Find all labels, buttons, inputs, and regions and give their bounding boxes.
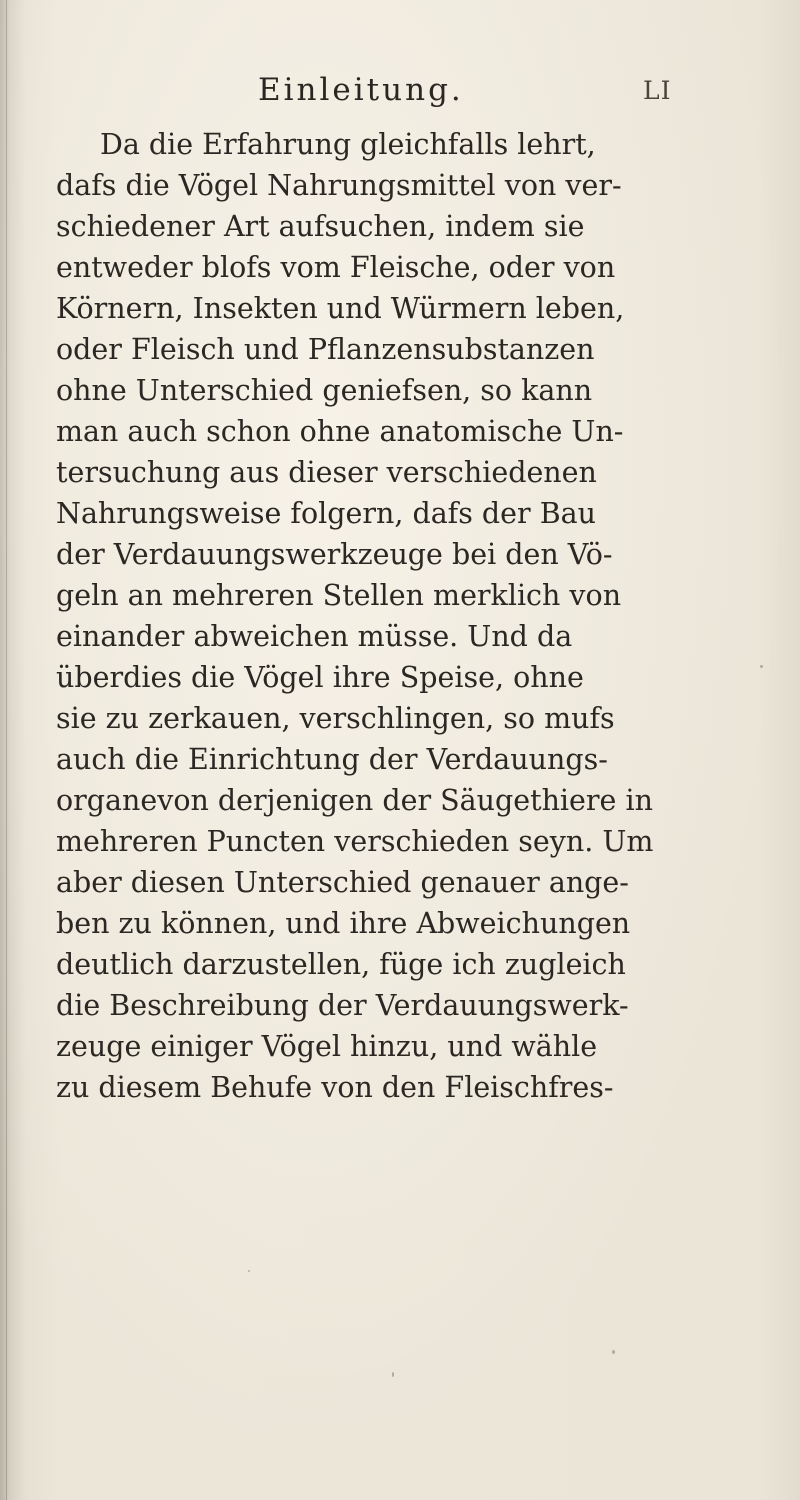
paper-speck xyxy=(248,1270,250,1272)
text-line: entweder blofs vom Fleische, oder von xyxy=(56,251,616,284)
text-line: tersuchung aus dieser verschiedenen xyxy=(56,456,597,489)
text-line: deutlich darzustellen, füge ich zugleich xyxy=(56,948,626,981)
paper-speck xyxy=(612,1350,615,1354)
text-line: geln an mehreren Stellen merklich von xyxy=(56,579,622,612)
text-line: mehreren Puncten verschieden seyn. Um xyxy=(56,825,654,858)
text-line: auch die Einrichtung der Verdauungs- xyxy=(56,743,608,776)
text-line: einander abweichen müsse. Und da xyxy=(56,620,573,653)
text-line: zeuge einiger Vögel hinzu, und wähle xyxy=(56,1030,598,1063)
text-line: überdies die Vögel ihre Speise, ohne xyxy=(56,661,584,694)
text-line: Körnern, Insekten und Würmern leben, xyxy=(56,292,625,325)
text-line: sie zu zerkauen, verschlingen, so mufs xyxy=(56,702,615,735)
text-line: Nahrungsweise folgern, dafs der Bau xyxy=(56,497,596,530)
text-line: schiedener Art aufsuchen, indem sie xyxy=(56,210,585,243)
paper-speck xyxy=(760,665,763,668)
text-line: zu diesem Behufe von den Fleischfres- xyxy=(56,1071,614,1104)
text-line: man auch schon ohne anatomische Un- xyxy=(56,415,624,448)
binding-edge xyxy=(6,0,7,1500)
text-line: ohne Unterschied geniefsen, so kann xyxy=(56,374,593,407)
running-title: Einleitung. xyxy=(258,72,464,108)
text-line: die Beschreibung der Verdauungswerk- xyxy=(56,989,629,1022)
text-line: oder Fleisch und Pflanzensubstanzen xyxy=(56,333,595,366)
text-line: aber diesen Unterschied genauer ange- xyxy=(56,866,629,899)
text-line: organevon derjenigen der Säugethiere in xyxy=(56,784,653,817)
text-line: Da die Erfahrung gleichfalls lehrt, xyxy=(100,128,596,161)
paper-speck xyxy=(392,1372,394,1377)
page-header xyxy=(0,72,800,112)
text-line: dafs die Vögel Nahrungsmittel von ver- xyxy=(56,169,622,202)
page-number: LI xyxy=(643,76,672,105)
text-line: ben zu können, und ihre Abweichungen xyxy=(56,907,631,940)
text-line: der Verdauungswerkzeuge bei den Vö- xyxy=(56,538,613,571)
